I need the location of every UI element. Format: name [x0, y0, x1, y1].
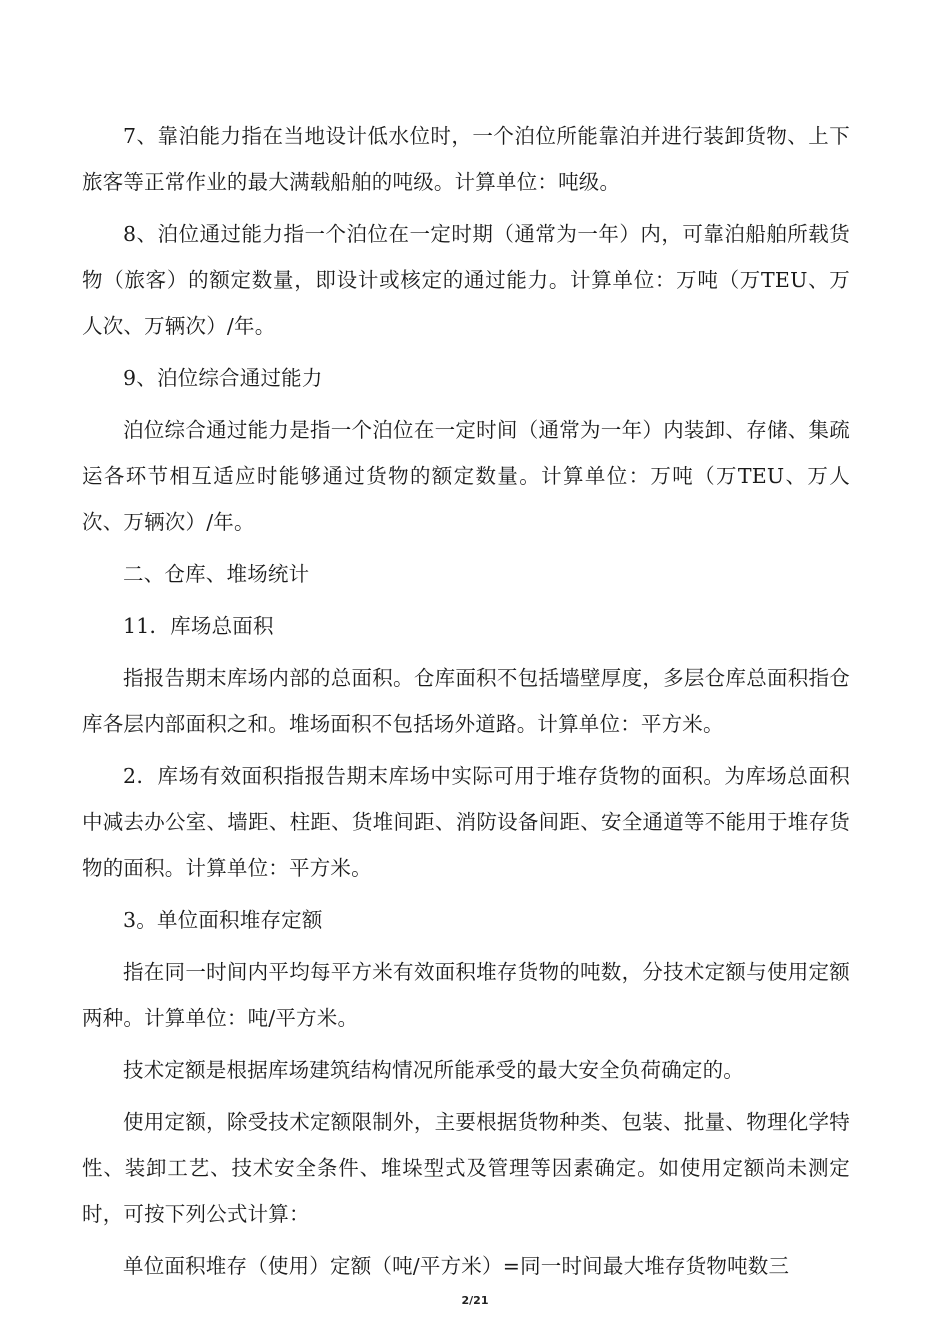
paragraph-berthing-capacity: 7、靠泊能力指在当地设计低水位时，一个泊位所能靠泊并进行装卸货物、上下旅客等正常作业的最大满载船舶的吨级。计算单位：吨级。	[82, 124, 850, 194]
paragraph-formula: 单位面积堆存（使用）定额（吨/平方米）=同一时间最大堆存货物吨数三	[123, 1254, 790, 1278]
paragraph-berth-throughput: 8、泊位通过能力指一个泊位在一定时期（通常为一年）内，可靠泊船舶所载货物（旅客）的额定数量，即设计或核定的通过能力。计算单位：万吨（万TEU、万人次、万辆次）/年。	[82, 222, 850, 338]
paragraph-berth-comprehensive-throughput: 泊位综合通过能力是指一个泊位在一定时间（通常为一年）内装卸、存储、集疏运各环节相互适应时能够通过货物的额定数量。计算单位：万吨（万TEU、万人次、万辆次）/年。	[82, 418, 850, 534]
section-heading-warehouse-yard: 二、仓库、堆场统计	[123, 562, 310, 586]
document-body	[82, 113, 850, 1295]
heading-berth-comprehensive-throughput: 9、泊位综合通过能力	[123, 366, 323, 390]
paragraph-effective-area: 2．库场有效面积指报告期末库场中实际可用于堆存货物的面积。为库场总面积中减去办公室、墙距、柱距、货堆间距、消防设备间距、安全通道等不能用于堆存货物的面积。计算单位：平方米。	[82, 764, 850, 880]
heading-total-area: 11．库场总面积	[123, 614, 274, 638]
paragraph-total-area: 指报告期末库场内部的总面积。仓库面积不包括墙壁厚度，多层仓库总面积指仓库各层内部面积之和。堆场面积不包括场外道路。计算单位：平方米。	[82, 666, 850, 736]
paragraph-technical-quota: 技术定额是根据库场建筑结构情况所能承受的最大安全负荷确定的。	[123, 1058, 744, 1082]
heading-storage-quota: 3。单位面积堆存定额	[123, 908, 323, 932]
paragraph-storage-quota: 指在同一时间内平均每平方米有效面积堆存货物的吨数，分技术定额与使用定额两种。计算单位：吨/平方米。	[82, 960, 850, 1030]
paragraph-usage-quota: 使用定额，除受技术定额限制外，主要根据货物种类、包装、批量、物理化学特性、装卸工艺、技术安全条件、堆垛型式及管理等因素确定。如使用定额尚未测定时，可按下列公式计算：	[82, 1110, 850, 1226]
page-number: 2/21	[461, 1294, 489, 1307]
